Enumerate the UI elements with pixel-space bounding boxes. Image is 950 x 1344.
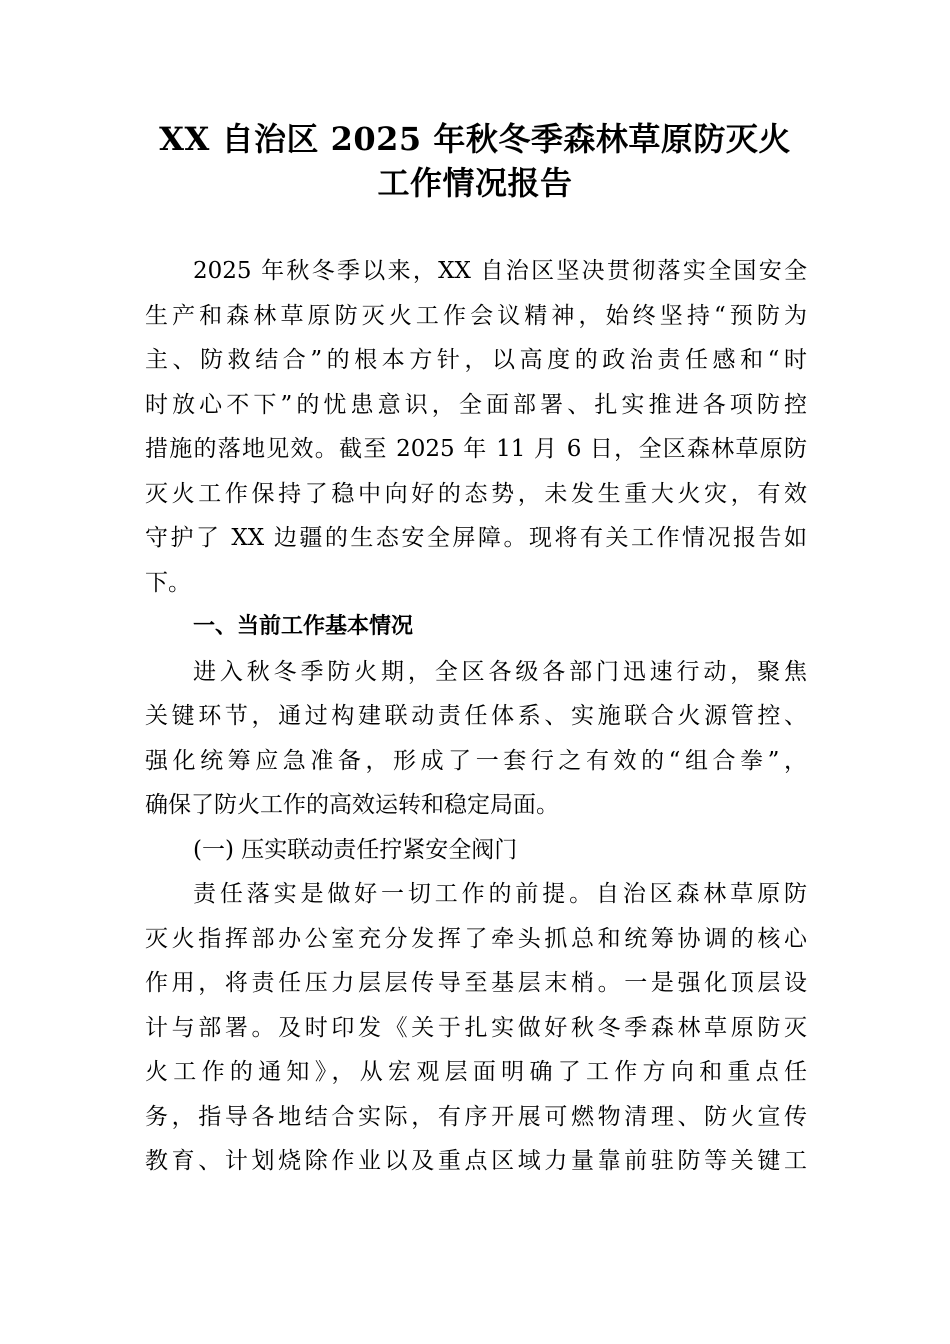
text-line: 关键环节，通过构建联动责任体系、实施联合火源管控、 [145, 703, 807, 729]
text-line: 守护了 XX 边疆的生态安全屏障。现将有关工作情况报告如 [145, 525, 807, 551]
text-line: 教育、计划烧除作业以及重点区域力量靠前驻防等关键工 [145, 1148, 807, 1174]
text-line: 2025 年秋冬季以来，XX 自治区坚决贯彻落实全国安全 [193, 258, 807, 284]
text-line: 灭火指挥部办公室充分发挥了牵头抓总和统筹协调的核心 [145, 925, 807, 952]
text-line: 强化统筹应急准备，形成了一套行之有效的“组合拳”， [145, 747, 807, 774]
text-line: 确保了防火工作的高效运转和稳定局面。 [145, 792, 559, 818]
subsection-1-paragraph [145, 872, 807, 1184]
text-line: 措施的落地见效。截至 2025 年 11 月 6 日，全区森林草原防 [145, 436, 807, 462]
document-body [145, 249, 807, 1184]
section-1-paragraph [145, 650, 807, 828]
text-line: 灭火工作保持了稳中向好的态势，未发生重大火灾，有效 [145, 480, 807, 507]
text-line: 作用，将责任压力层层传导至基层末梢。一是强化顶层设 [145, 970, 807, 996]
text-line: 下。 [145, 569, 191, 596]
document-title-line-1: XX 自治区 2025 年秋冬季森林草原防灭火 [159, 120, 791, 158]
text-line: 火工作的通知》，从宏观层面明确了工作方向和重点任 [145, 1059, 807, 1085]
text-line: 生产和森林草原防灭火工作会议精神，始终坚持“预防为 [145, 302, 807, 329]
subsection-heading-1: (一) 压实联动责任拧紧安全阀门 [193, 836, 518, 863]
document-title-line-2: 工作情况报告 [377, 164, 573, 202]
text-line: 责任落实是做好一切工作的前提。自治区森林草原防 [193, 881, 807, 907]
intro-paragraph [145, 249, 807, 605]
section-heading-1: 一、当前工作基本情况 [193, 614, 414, 639]
text-line: 时放心不下”的忧患意识，全面部署、扎实推进各项防控 [145, 391, 807, 418]
text-line: 进入秋冬季防火期，全区各级各部门迅速行动，聚焦 [193, 658, 807, 685]
text-line: 务，指导各地结合实际，有序开展可燃物清理、防火宣传 [145, 1103, 807, 1130]
text-line: 计与部署。及时印发《关于扎实做好秋冬季森林草原防灭 [145, 1014, 807, 1041]
text-line: 主、防救结合”的根本方针，以高度的政治责任感和“时 [145, 347, 807, 373]
